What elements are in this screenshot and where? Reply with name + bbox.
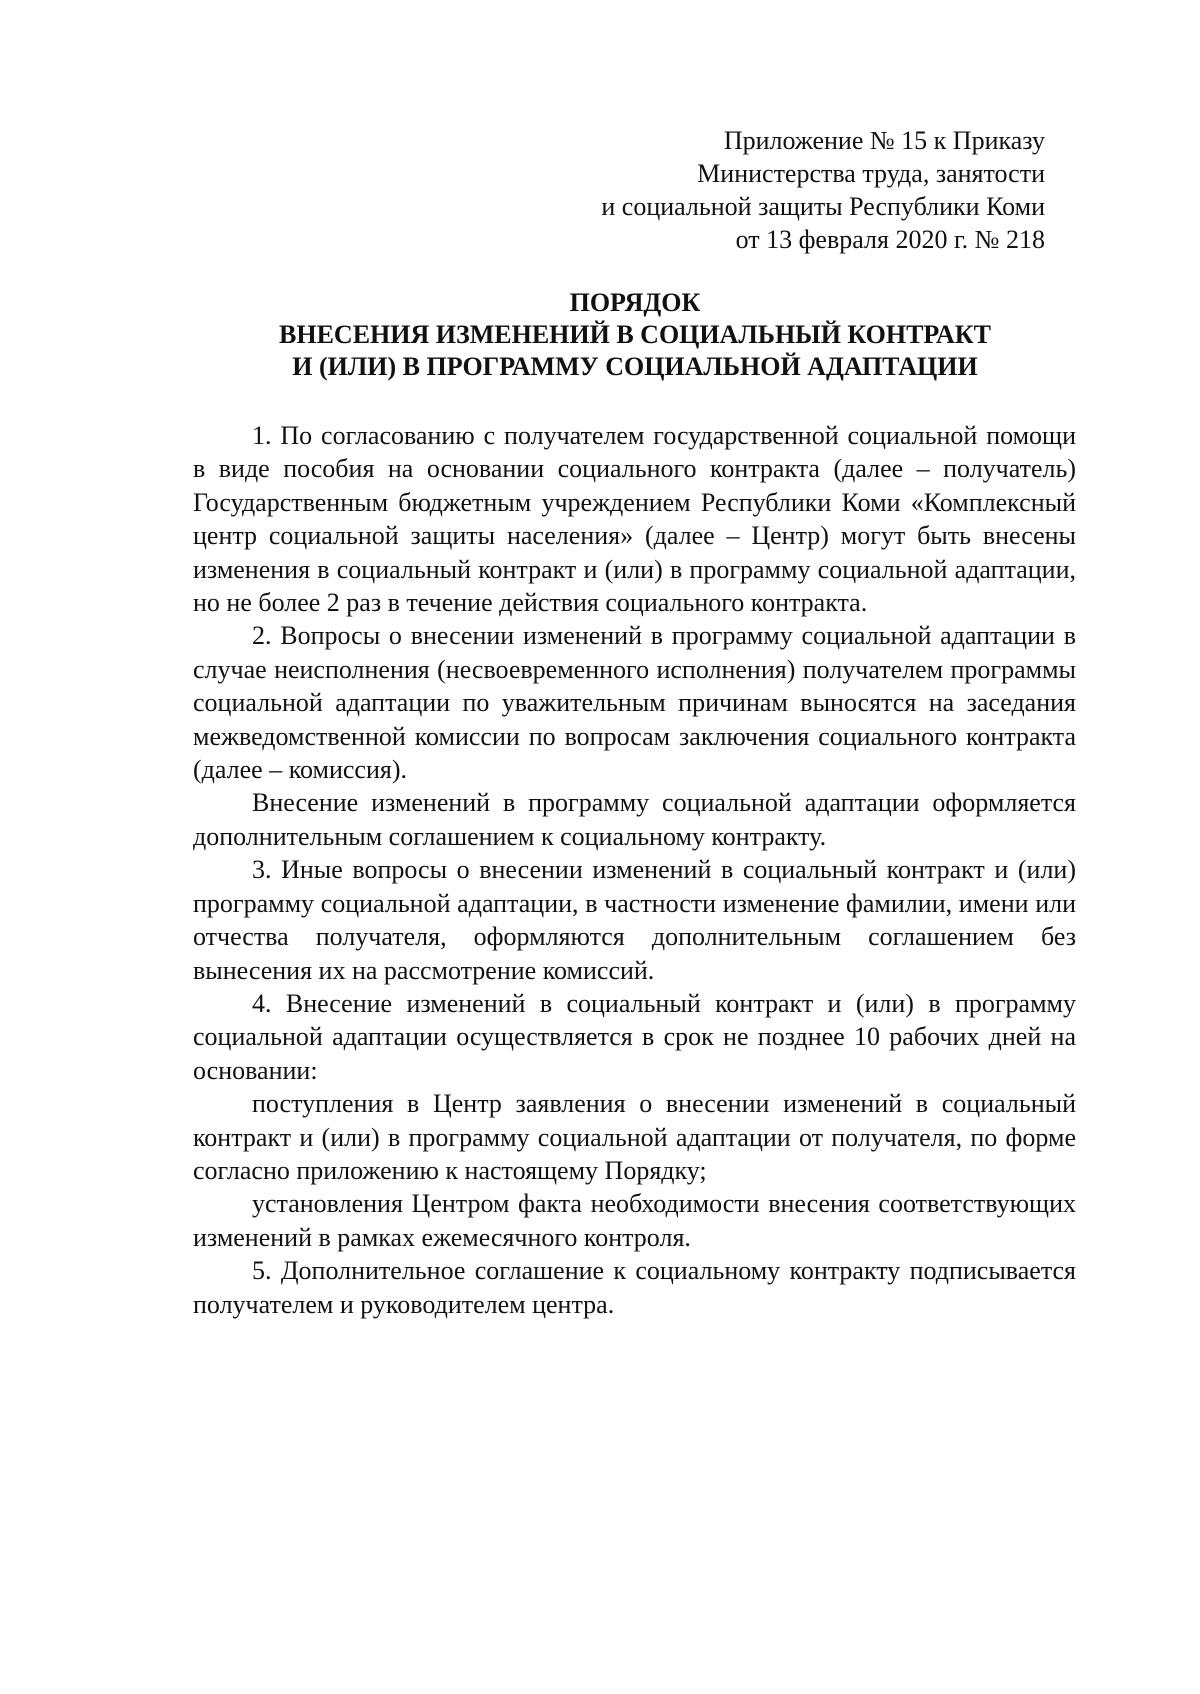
document-body	[193, 419, 1076, 1321]
attachment-line: Приложение № 15 к Приказу	[723, 126, 1045, 155]
paragraph-4: 3. Иные вопросы о внесении изменений в социальный контракт и (или) программу социальной адаптации, в частности изменение фамилии, имени или отчества получателя, оформляются дополнительным соглашением без вынесения их на рассмотрение комиссий.	[193, 855, 1076, 985]
title-line: ПОРЯДОК	[569, 288, 701, 317]
document-title	[195, 287, 1075, 383]
attachment-line: и социальной защиты Республики Коми	[601, 192, 1045, 221]
attachment-line: Министерства труда, занятости	[697, 159, 1045, 188]
paragraph-2: 2. Вопросы о внесении изменений в программу социальной адаптации в случае неисполнения (несвоевременного исполнения) получателем программы социальной адаптации по уважительным причинам выносятся на заседания межведомственной комиссии по вопросам заключения социального контракта (далее – комиссия).	[193, 621, 1076, 785]
paragraph-3: Внесение изменений в программу социальной адаптации оформляется дополнительным соглашением к социальному контракту.	[193, 788, 1076, 851]
paragraph-1: 1. По согласованию с получателем государственной социальной помощи в виде пособия на основании социального контракта (далее – получатель) Государственным бюджетным учреждением Республики Коми «Комплексный центр социальной защиты населения» (далее – Центр) могут быть внесены изменения в социальный контракт и (или) в программу социальной адаптации, но не более 2 раз в течение действия социального контракта.	[193, 421, 1076, 618]
paragraph-8: 5. Дополнительное соглашение к социальному контракту подписывается получателем и руководителем центра.	[193, 1256, 1076, 1319]
paragraph-6: поступления в Центр заявления о внесении изменений в социальный контракт и (или) в программу социальной адаптации от получателя, по форме согласно приложению к настоящему Порядку;	[193, 1089, 1076, 1185]
title-line: И (ИЛИ) В ПРОГРАММУ СОЦИАЛЬНОЙ АДАПТАЦИИ	[292, 352, 978, 381]
paragraph-7: установления Центром факта необходимости внесения соответствующих изменений в рамках ежемесячного контроля.	[193, 1189, 1076, 1252]
paragraph-5: 4. Внесение изменений в социальный контракт и (или) в программу социальной адаптации осуществляется в срок не позднее 10 рабочих дней на основании:	[193, 988, 1076, 1085]
attachment-reference	[485, 124, 1045, 256]
title-line: ВНЕСЕНИЯ ИЗМЕНЕНИЙ В СОЦИАЛЬНЫЙ КОНТРАКТ	[279, 320, 991, 349]
attachment-line: от 13 февраля 2020 г. № 218	[735, 225, 1045, 254]
